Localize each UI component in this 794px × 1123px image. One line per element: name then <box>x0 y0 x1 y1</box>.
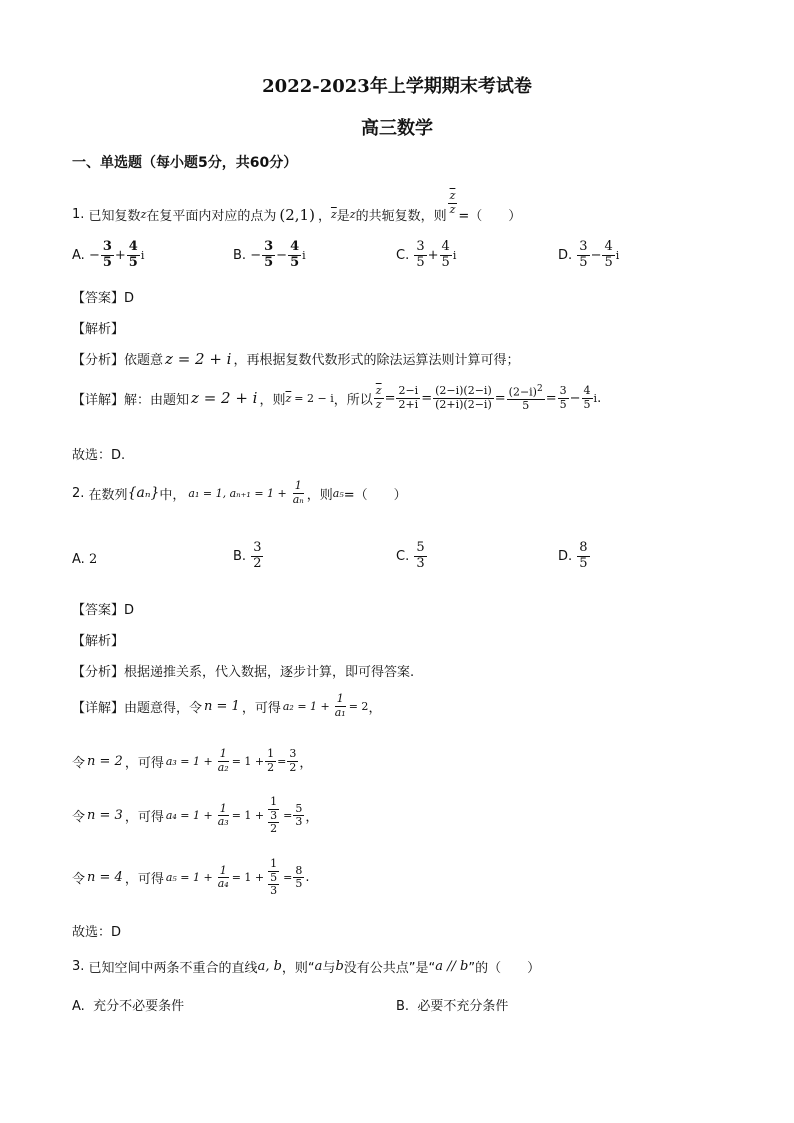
kede-text: ，可得 <box>124 810 164 826</box>
frac-den: 3 <box>416 555 425 571</box>
q1-option-d <box>558 240 619 271</box>
q1-option-d-frac2 <box>602 240 614 271</box>
inner-frac <box>268 810 279 836</box>
answer-tag: 【答案】 <box>72 603 125 618</box>
frac-den: a₄ <box>217 877 229 891</box>
frac-num: 4 <box>290 239 300 254</box>
frac-num: 5 <box>270 870 278 884</box>
q2-blank: =（ ） <box>343 487 407 503</box>
frac-den: 5 <box>264 254 274 270</box>
frac-num: 1 <box>336 692 344 705</box>
q2-option-b-frac <box>251 541 263 572</box>
q1-z-1: z <box>349 208 356 221</box>
step-result <box>293 865 304 891</box>
q2-option-b <box>233 541 264 572</box>
q1-option-a-unit: i <box>140 248 145 262</box>
q2-detail-step1 <box>72 693 381 719</box>
frac-den: 5 <box>102 254 112 270</box>
step-lhs: a₅ = 1 + <box>165 871 213 885</box>
fenxi-eq: z = 2 + i <box>165 350 232 368</box>
frac-den: 2 <box>253 555 262 571</box>
step-eq: = <box>277 754 287 768</box>
detail-zbar: $\overline{z}$ <box>285 391 292 405</box>
q1-point: (2,1) <box>279 205 315 224</box>
step-frac <box>216 748 231 774</box>
q1-option-b-frac2 <box>288 240 301 271</box>
frac-num: 5 <box>295 801 303 815</box>
q2-text-c: ，则 <box>306 487 333 503</box>
detail-text-a: 解：由题知 <box>124 392 190 408</box>
frac-den: 5 <box>579 254 588 270</box>
frac-num: 1 <box>270 795 278 808</box>
detail-frac3 <box>507 384 545 413</box>
frac-den: 5 <box>290 254 300 270</box>
frac-num: 1 <box>270 857 278 870</box>
frac-num: 4 <box>441 239 450 254</box>
frac-num: 1 <box>267 747 275 760</box>
q1-answer <box>72 287 134 306</box>
q1-number: 1. <box>72 207 85 222</box>
frac-den: 2 <box>267 760 275 774</box>
q2-cond: a₁ = 1, aₙ₊₁ = 1 + <box>188 486 287 500</box>
q2-option-c-label: C. <box>396 548 410 564</box>
q1-text-a: 已知复数 <box>88 209 141 224</box>
frac-num: 3 <box>102 239 112 254</box>
exam-title: 2022-2023年上学期期末考试卷 <box>262 76 532 97</box>
let-text: 令 <box>72 810 86 826</box>
frac-den: 2 <box>270 822 278 836</box>
frac-den: 5 <box>579 555 588 571</box>
n-value: n = 1 <box>204 698 240 714</box>
q1-option-d-unit: i <box>615 248 620 262</box>
q2-detail-step4 <box>72 858 310 898</box>
q2-option-d-frac <box>577 541 589 572</box>
q1-option-d-op: − <box>590 247 602 263</box>
q3-lines: a, b <box>257 959 282 974</box>
q3-cond-b: b <box>335 959 344 974</box>
detail-text-b: ，可得 <box>241 700 281 716</box>
q1-blank: =（ ） <box>458 209 522 224</box>
q2-fenxi <box>72 661 414 680</box>
step-end: ， <box>299 755 313 771</box>
q2-option-d-label: D. <box>558 548 573 564</box>
q2-option-a-value: 2 <box>88 552 98 567</box>
frac-num: 4 <box>583 384 591 398</box>
frac-den <box>265 872 282 898</box>
q2-text-b: 中， <box>159 487 186 503</box>
frac-den: 5 <box>522 399 530 413</box>
q3-text-e: ”的（ ） <box>468 961 541 976</box>
q1-option-c-op: + <box>427 247 439 263</box>
q1-detail: 【详解】 解：由题知 z = 2 + i ，则 $\overline{z}$ = 2 − i ，所以 $\frac{\overline{z}}{z}$ = $\frac{2-i}{2+i}$ = $\frac{(2-i)(2-i)}{(2+i)(2-i)}$ = $\frac{(2-i)^2}{5}$ = $\frac{3}{5}$ − $\frac{4}{5}$ i . <box>72 384 602 413</box>
frac-num: $\overline{z}$ <box>375 384 382 398</box>
n-value: n = 3 <box>87 808 123 824</box>
q1-option-b-op: − <box>276 247 288 263</box>
q1-text-e: 的共轭复数，则 <box>355 209 447 224</box>
detail-frac1 <box>396 385 420 411</box>
q1-fenxi <box>72 349 520 368</box>
fenxi-tag: 【分析】 <box>72 353 125 368</box>
detail-end: . <box>597 390 602 406</box>
step-mid: = 1 + <box>231 871 265 885</box>
detail-ratio <box>374 385 384 411</box>
q1-text-d: 是 <box>336 209 350 224</box>
frac-num: 3 <box>559 384 567 398</box>
frac-num: 2−i <box>398 384 419 398</box>
step-result <box>293 803 304 829</box>
detail-result-unit: i <box>593 391 598 405</box>
frac-num: 3 <box>270 808 278 822</box>
q1-option-c <box>396 240 456 271</box>
frac-den: 5 <box>295 877 303 891</box>
detail-result2 <box>582 385 593 411</box>
q1-option-c-label: C. <box>396 247 410 263</box>
frac-num: 3 <box>579 239 588 254</box>
frac-den: 5 <box>441 254 450 270</box>
q2-option-c <box>396 541 428 572</box>
q1-option-b <box>233 240 306 271</box>
q2-choose: 故选：D <box>72 925 122 940</box>
kede-text: ，可得 <box>124 755 164 771</box>
step-mid: = 1 + <box>231 754 265 768</box>
q1-option-c-frac1 <box>414 240 426 271</box>
q2-option-c-frac <box>414 541 426 572</box>
q1-option-d-frac1 <box>577 240 589 271</box>
frac-den: 5 <box>583 397 591 411</box>
q1-zbar-1: $\overline{z}$ <box>330 208 337 221</box>
q2-target: a₅ <box>332 486 344 500</box>
q1-option-a-frac1 <box>101 240 114 271</box>
frac-num: 5 <box>416 540 425 555</box>
q2-option-a-label: A. <box>72 552 85 567</box>
q1-ratio-num: $\overline{z}$ <box>449 189 456 203</box>
detail-tag: 【详解】 <box>72 700 125 716</box>
step-rhs: = 2 <box>348 699 369 713</box>
step-mid: = 1 + <box>231 809 265 823</box>
detail-eq2: = 2 − i <box>294 391 334 405</box>
q1-ratio-den: z <box>449 203 456 216</box>
frac-num: 1 <box>219 747 227 760</box>
q1-ratio <box>448 190 458 216</box>
step-frac <box>216 865 231 891</box>
q3-option-a-value: 充分不必要条件 <box>93 999 185 1014</box>
frac-num: 3 <box>289 747 297 760</box>
frac-den: aₙ <box>292 492 304 506</box>
frac-den: 2+i <box>398 397 419 411</box>
q3-option-b-label: B. <box>396 999 410 1014</box>
q1-option-a-frac2 <box>127 240 140 271</box>
q1-option-b-frac1 <box>262 240 275 271</box>
frac-num: 3 <box>253 540 262 555</box>
frac-den: 3 <box>295 815 303 829</box>
fenxi-text-a: 依题意 <box>124 353 164 368</box>
frac-num: 8 <box>579 540 588 555</box>
q3-text-d: 没有公共点”是“ <box>343 961 436 976</box>
step-lhs: a₄ = 1 + <box>165 809 213 823</box>
fenxi-tag: 【分析】 <box>72 665 125 680</box>
frac-den: a₂ <box>217 760 229 774</box>
frac-num: 3 <box>264 239 274 254</box>
frac-num: 1 <box>219 863 227 877</box>
q1-text-c: ， <box>317 209 331 224</box>
step-complex-frac <box>265 796 282 836</box>
q2-analysis-tag: 【解析】 <box>72 634 125 649</box>
q1-option-a-label: A. <box>72 247 85 263</box>
subject-title: 高三数学 <box>361 118 433 139</box>
step-lhs: a₃ = 1 + <box>165 754 213 768</box>
q2-number: 2. <box>72 485 85 501</box>
step-frac2 <box>265 748 276 774</box>
q1-option-b-sign: − <box>250 247 262 263</box>
frac-num: (2−i)(2−i) <box>435 384 492 398</box>
q2-detail-step2 <box>72 748 312 774</box>
q3-option-b <box>396 995 508 1014</box>
frac-num: 1 <box>294 479 302 492</box>
q3-stem <box>72 957 540 976</box>
step-frac <box>333 693 348 719</box>
detail-result1 <box>558 385 569 411</box>
frac-num: (2−i) <box>508 385 537 399</box>
q2-stem <box>72 480 407 506</box>
q3-option-a-label: A. <box>72 999 85 1014</box>
detail-eq1: z = 2 + i <box>191 389 258 408</box>
q2-option-a <box>72 552 97 567</box>
detail-result-op: − <box>569 390 581 406</box>
fenxi-text-b: ，再根据复数代数形式的除法运算法则计算可得； <box>233 353 520 368</box>
q3-cond-a: a <box>314 959 323 974</box>
step-lhs: a₂ = 1 + <box>282 699 330 713</box>
n-value: n = 4 <box>87 870 123 886</box>
frac-den: z <box>375 397 382 411</box>
n-value: n = 2 <box>87 753 123 769</box>
q3-option-a <box>72 995 184 1014</box>
frac-den: 5 <box>128 254 138 270</box>
step-end: . <box>305 870 310 886</box>
detail-text-a: 由题意得，令 <box>124 700 203 716</box>
q1-option-c-frac2 <box>440 240 452 271</box>
frac-num: 4 <box>604 239 613 254</box>
frac-num: 4 <box>128 239 138 254</box>
frac-den <box>265 810 282 836</box>
step-frac <box>216 803 231 829</box>
q2-detail-step3 <box>72 796 318 836</box>
q2-option-b-label: B. <box>233 548 247 564</box>
step-eq: = <box>283 871 293 885</box>
answer-value: D <box>124 291 135 306</box>
q2-option-d <box>558 541 591 572</box>
inner-frac <box>268 872 279 898</box>
q2-seq: {aₙ} <box>127 485 160 502</box>
q3-text-a: 已知空间中两条不重合的直线 <box>88 961 258 976</box>
detail-text-b: ，则 <box>259 392 286 408</box>
answer-tag: 【答案】 <box>72 291 125 306</box>
frac-num: 1 <box>219 801 227 815</box>
frac-den: a₁ <box>334 705 346 719</box>
q1-var-z: z <box>140 208 147 221</box>
frac-den: (2+i)(2−i) <box>435 397 492 411</box>
frac-num: 3 <box>416 239 425 254</box>
kede-text: ，可得 <box>124 872 164 888</box>
q3-number: 3. <box>72 959 85 974</box>
frac-den: 5 <box>559 397 567 411</box>
frac-num: 8 <box>295 863 303 877</box>
q1-choose: 故选：D. <box>72 448 126 463</box>
frac-den: a₃ <box>217 815 229 829</box>
q1-option-a <box>72 240 144 271</box>
q1-option-a-op: + <box>114 247 126 263</box>
let-text: 令 <box>72 872 86 888</box>
q1-option-b-label: B. <box>233 247 247 263</box>
detail-tag: 【详解】 <box>72 392 125 408</box>
answer-value: D <box>124 603 135 618</box>
frac-den: 5 <box>604 254 613 270</box>
detail-frac2 <box>433 385 494 411</box>
q2-cond-frac <box>291 480 306 506</box>
q1-stem <box>72 189 522 224</box>
q3-parallel: a // b <box>435 959 469 974</box>
fenxi-text: 根据递推关系，代入数据，逐步计算，即可得答案. <box>124 665 415 680</box>
q3-text-b: ，则“ <box>281 961 315 976</box>
q2-text-a: 在数列 <box>88 487 128 503</box>
step-end: ， <box>305 810 319 826</box>
detail-text-c: ，所以 <box>333 392 373 408</box>
let-text: 令 <box>72 755 86 771</box>
frac-den: 5 <box>416 254 425 270</box>
section-heading: 一、单选题（每小题5分，共60分） <box>72 155 298 171</box>
step-end: ， <box>368 700 382 716</box>
q3-text-c: 与 <box>322 961 336 976</box>
q1-option-b-unit: i <box>302 248 306 262</box>
step-eq: = <box>283 809 293 823</box>
q3-option-b-value: 必要不充分条件 <box>417 999 509 1014</box>
q1-text-b: 在复平面内对应的点为 <box>146 209 277 224</box>
step-result <box>287 748 298 774</box>
q1-option-d-label: D. <box>558 247 573 263</box>
q1-option-c-unit: i <box>452 248 457 262</box>
q1-analysis-tag: 【解析】 <box>72 322 125 337</box>
frac-sup: 2 <box>536 384 543 394</box>
q2-answer <box>72 599 134 618</box>
frac-den: 2 <box>289 760 297 774</box>
frac-den: 3 <box>270 884 278 898</box>
q1-option-a-sign: − <box>88 247 100 263</box>
step-complex-frac <box>265 858 282 898</box>
